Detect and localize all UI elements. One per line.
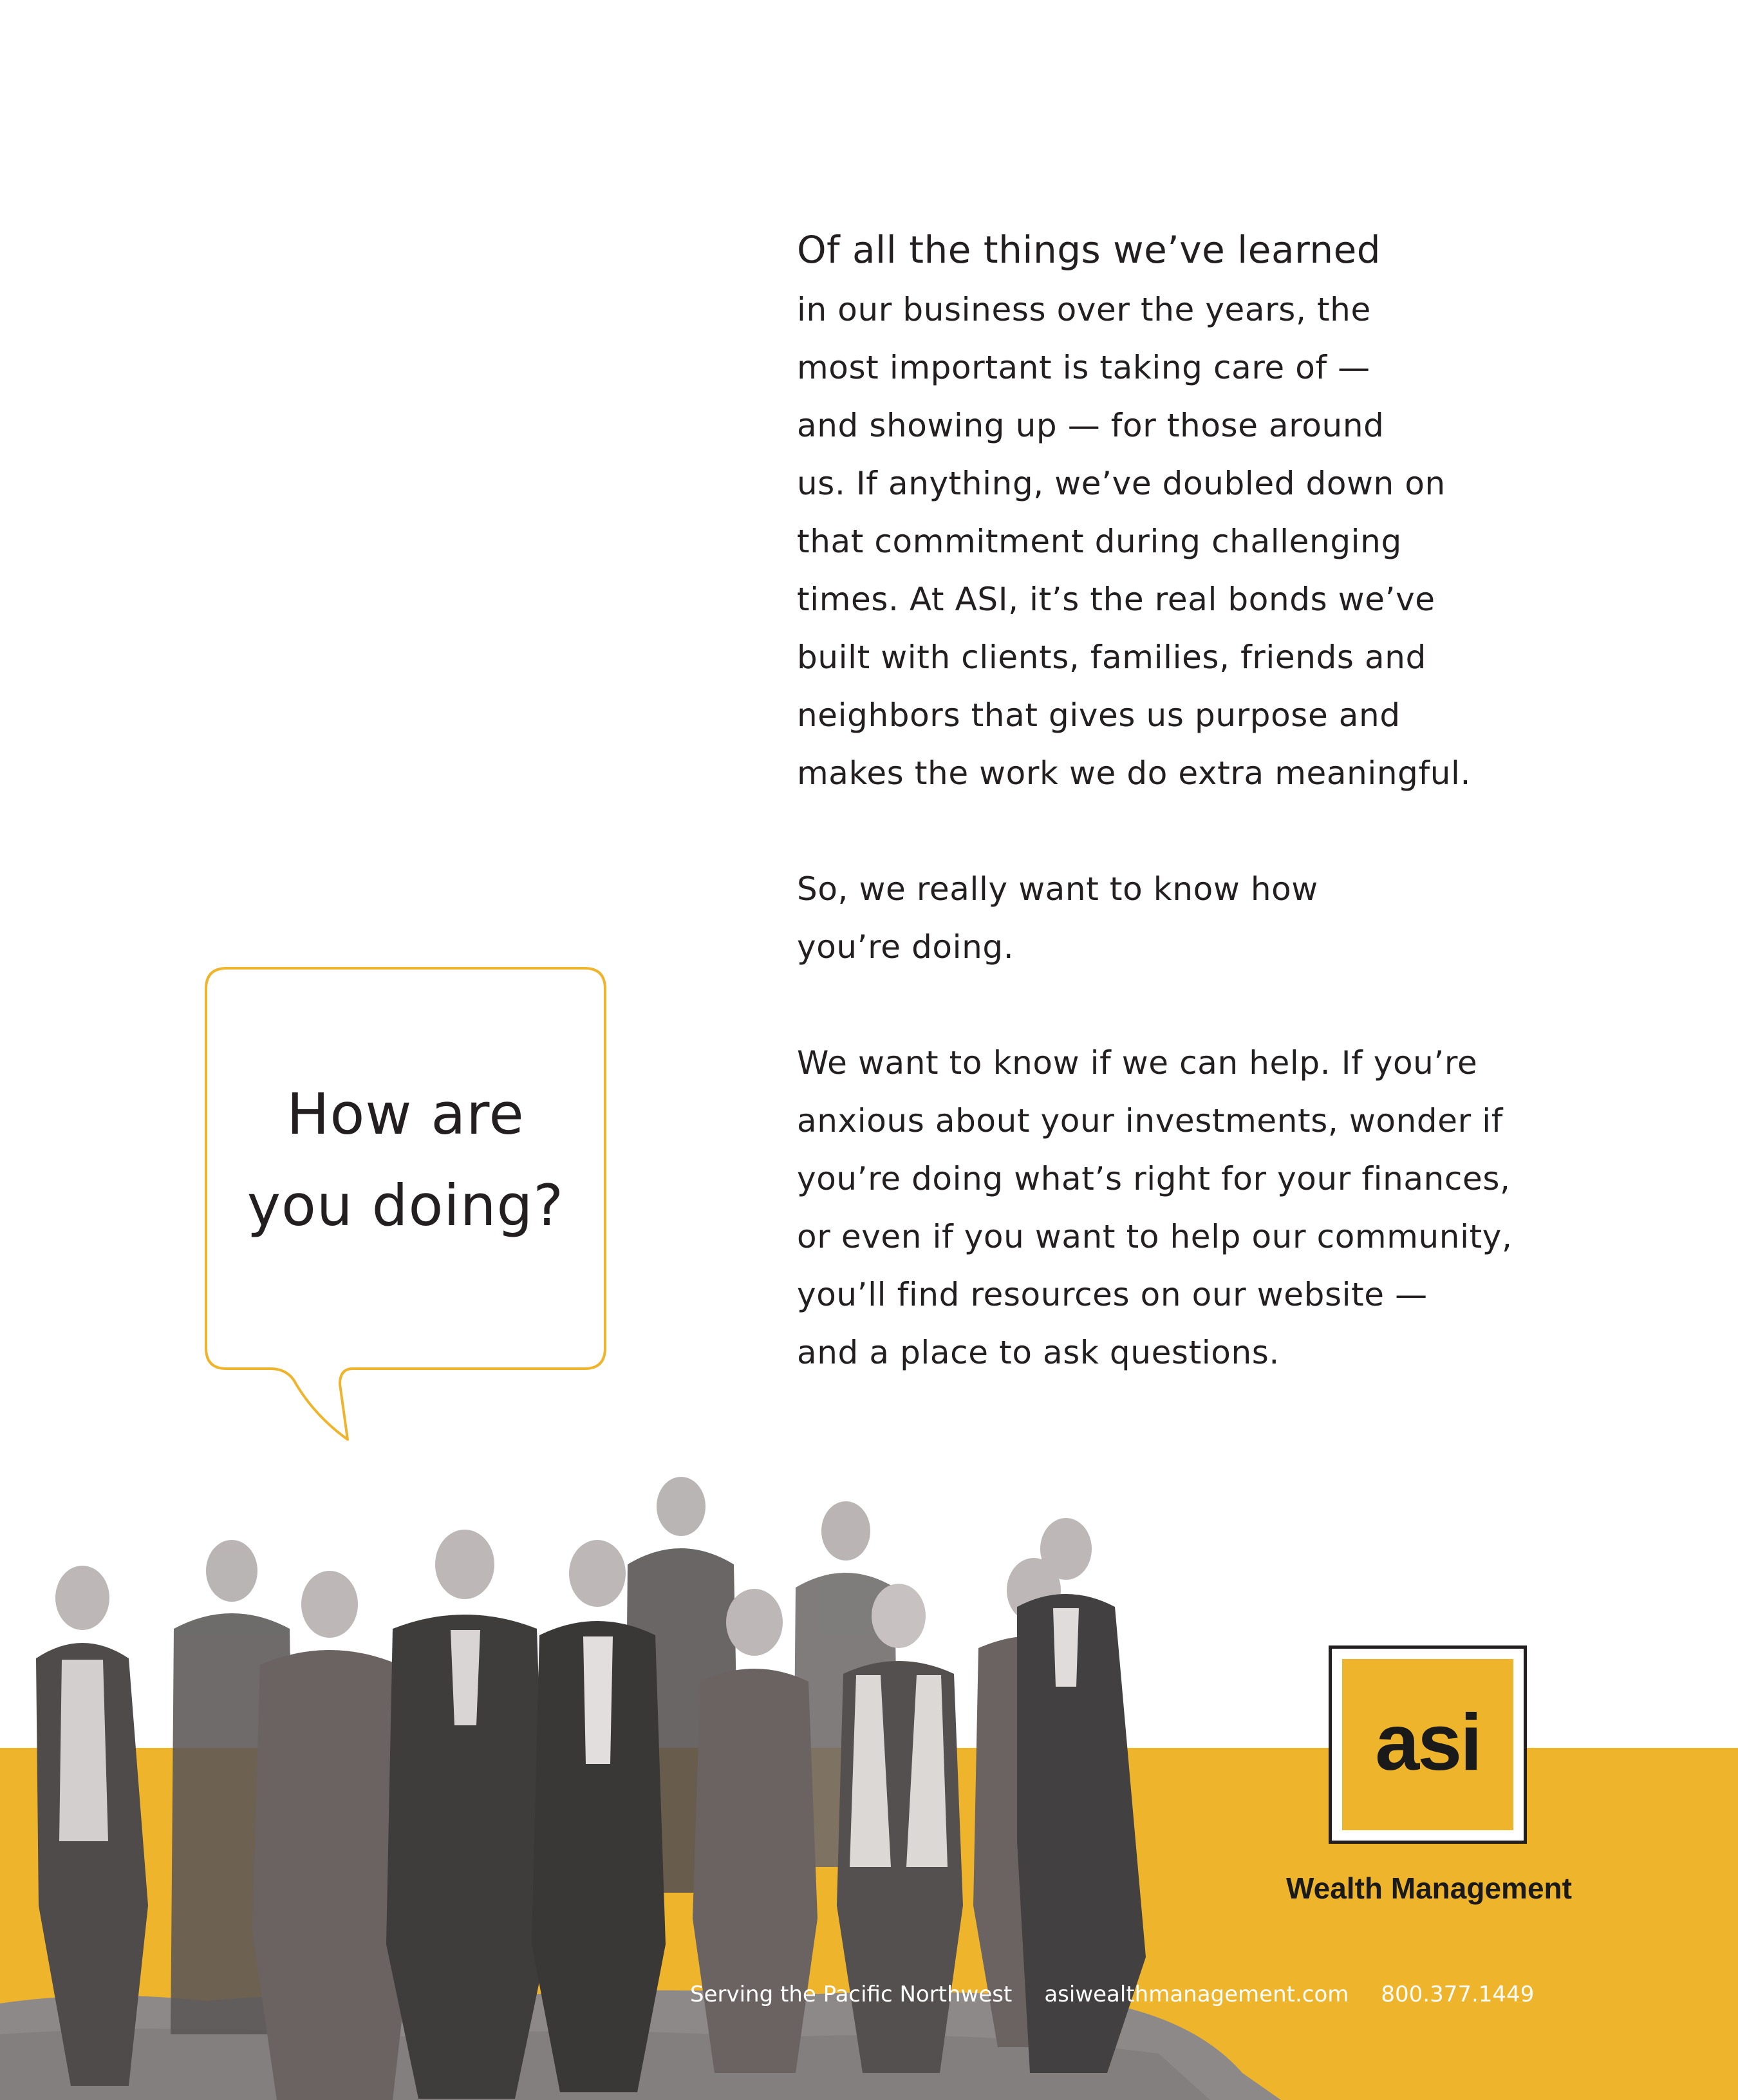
lead-line: Of all the things we’ve learned <box>797 228 1381 272</box>
footer-website-link[interactable]: asiwealthmanagement.com <box>1044 1982 1349 2007</box>
text-line: you’ll find resources on our website — <box>797 1276 1428 1313</box>
text-line: or even if you want to help our community, <box>797 1218 1513 1255</box>
bubble-line: you doing? <box>247 1172 565 1239</box>
paragraph-help <box>797 1034 1608 1382</box>
logo-yellow-square <box>1342 1659 1513 1830</box>
text-line: that commitment during challenging <box>797 523 1402 560</box>
asi-logo <box>1329 1645 1527 1844</box>
footer-contact <box>690 1982 1591 2007</box>
body-copy <box>797 219 1608 1382</box>
person-silhouette <box>386 1530 547 2099</box>
text-line: We want to know if we can help. If you’re <box>797 1044 1478 1082</box>
text-line: and a place to ask questions. <box>797 1334 1280 1371</box>
text-line: times. At ASI, it’s the real bonds we’ve <box>797 581 1435 618</box>
logo-tagline: Wealth Management <box>1286 1871 1572 1905</box>
paragraph-question <box>797 860 1608 976</box>
text-line: anxious about your investments, wonder if <box>797 1102 1503 1139</box>
paragraph-intro <box>797 281 1608 802</box>
text-line: makes the work we do extra meaningful. <box>797 755 1471 792</box>
footer-region: Serving the Pacific Northwest <box>690 1982 1013 2007</box>
text-line: us. If anything, we’ve doubled down on <box>797 465 1446 502</box>
text-line: most important is taking care of — <box>797 349 1370 386</box>
bubble-line: How are <box>286 1081 525 1147</box>
paragraph-spacer <box>797 976 1608 1034</box>
bubble-headline <box>212 1069 599 1252</box>
text-line: So, we really want to know how <box>797 870 1318 908</box>
logo-wordmark: asi <box>1375 1698 1481 1787</box>
paragraph-spacer <box>797 802 1608 860</box>
text-line: you’re doing what’s right for your finances, <box>797 1160 1511 1197</box>
text-line: neighbors that gives us purpose and <box>797 697 1401 734</box>
text-line: you’re doing. <box>797 928 1014 966</box>
text-line: built with clients, families, friends and <box>797 639 1426 676</box>
text-line: and showing up — for those around <box>797 407 1385 444</box>
text-line: in our business over the years, the <box>797 291 1371 328</box>
footer-phone[interactable]: 800.377.1449 <box>1381 1982 1535 2007</box>
